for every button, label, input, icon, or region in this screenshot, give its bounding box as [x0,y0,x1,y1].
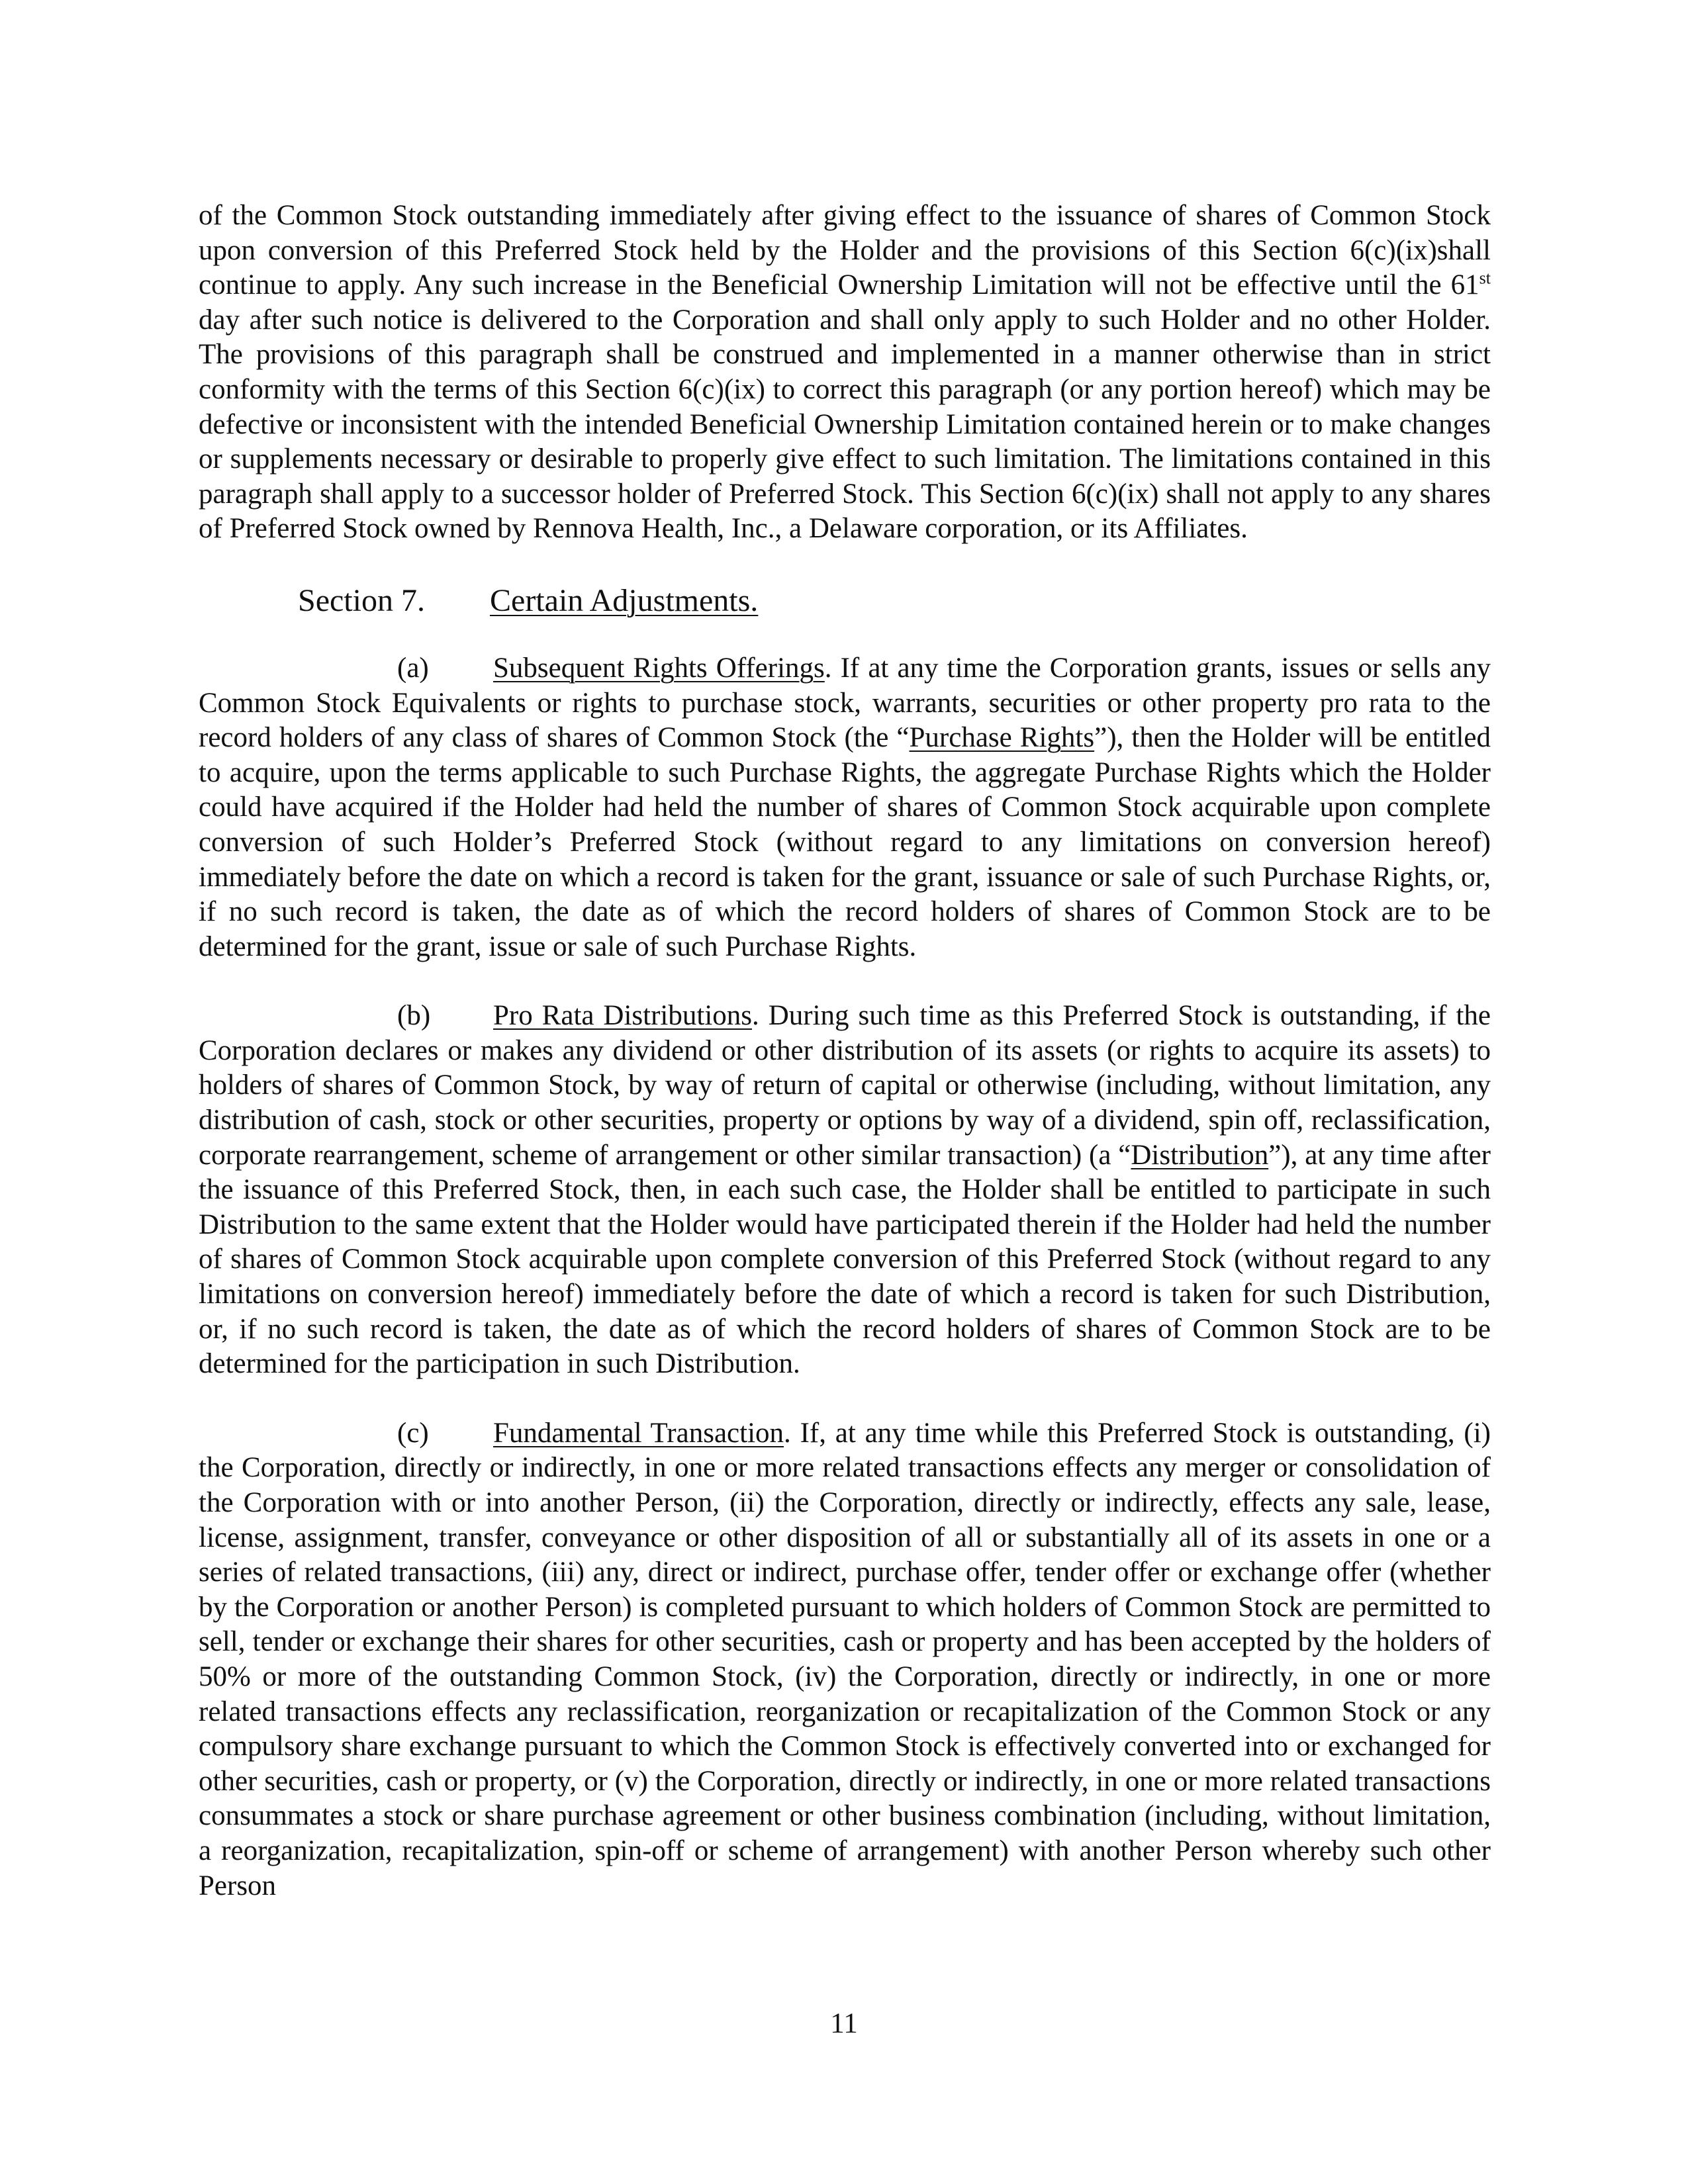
paragraph-text: day after such notice is delivered to the Corporation and shall only apply to such Holder and no other Holder. The provisions of this paragraph shall be construed and implemented in a manner otherwise than in strict conformity with the terms of this Section 6(c)(ix) to correct this paragraph (or any portion hereof) which may be defective or inconsistent with the intended Beneficial Ownership Limitation contained herein or to make changes or supplements necessary or desirable to properly give effect to such limitation. The limitations contained in this paragraph shall apply to a successor holder of Preferred Stock. This Section 6(c)(ix) shall not apply to any shares of Preferred Stock owned by Rennova Health, Inc., a Delaware corporation, or its Affiliates. [199,304,1491,545]
paragraph-b-pro-rata-distributions [199,999,1491,1382]
subsection-heading: Subsequent Rights Offerings [493,652,825,684]
paragraph-text: of the Common Stock outstanding immediately after giving effect to the issuance of shares of Common Stock upon conversion of this Preferred Stock held by the Holder and the provisions of this Section 6(c)(ix)shall continue to apply. Any such increase in the Beneficial Ownership Limitation will not be effective until the 61 [199,200,1491,301]
paragraph-c-fundamental-transaction [199,1416,1491,1903]
document-page [199,199,1491,1903]
section-7-heading [199,581,1491,621]
defined-term: Distribution [1131,1139,1269,1171]
paragraph-a-subsequent-rights [199,651,1491,964]
paragraph-text: . If at any time the Corporation grants, issues or sells any Common Stock Equivalents or rights to purchase stock, warrants, securities or other property pro rata to the record holders of any class of shares of Common Stock (the “ [199,652,1491,754]
subsection-label: (b) [397,1000,431,1032]
subsection-heading: Pro Rata Distributions [493,1000,753,1032]
defined-term: Purchase Rights [909,722,1095,754]
section-number: Section 7. [298,582,425,618]
subsection-label: (c) [397,1417,429,1449]
paragraph-text: . If, at any time while this Preferred Stock is outstanding, (i) the Corporation, directly or indirectly, in one or more related transactions effects any merger or consolidation of the Corporation with or into another Person, (ii) the Corporation, directly or indirectly, effects any sale, lease, license, assignment, transfer, conveyance or other disposition of all or substantially all of its assets in one or a series of related transactions, (iii) any, direct or indirect, purchase offer, tender offer or exchange offer (whether by the Corporation or another Person) is completed pursuant to which holders of Common Stock are permitted to sell, tender or exchange their shares for other securities, cash or property and has been accepted by the holders of 50% or more of the outstanding Common Stock, (iv) the Corporation, directly or indirectly, in one or more related transactions effects any reclassification, reorganization or recapitalization of the Common Stock or any compulsory share exchange pursuant to which the Common Stock is effectively converted into or exchanged for other securities, cash or property, or (v) the Corporation, directly or indirectly, in one or more related transactions consummates a stock or share purchase agreement or other business combination (including, without limitation, a reorganization, recapitalization, spin-off or scheme of arrangement) with another Person whereby such other Person [199,1417,1491,1901]
subsection-heading: Fundamental Transaction [493,1417,784,1449]
paragraph-text: ”), then the Holder will be entitled to acquire, upon the terms applicable to such Purchase Rights, the aggregate Purchase Rights which the Holder could have acquired if the Holder had held the number of shares of Common Stock acquirable upon complete conversion of such Holder’s Preferred Stock (without regard to any limitations on conversion hereof) immediately before the date on which a record is taken for the grant, issuance or sale of such Purchase Rights, or, if no such record is taken, the date as of which the record holders of shares of Common Stock are to be determined for the grant, issue or sale of such Purchase Rights. [199,722,1491,962]
paragraph-beneficial-ownership [199,199,1491,547]
page-number: 11 [830,2008,858,2039]
paragraph-text: . During such time as this Preferred Stock is outstanding, if the Corporation declares or makes any dividend or other distribution of its assets (or rights to acquire its assets) to holders of shares of Common Stock, by way of return of capital or otherwise (including, without limitation, any distribution of cash, stock or other securities, property or options by way of a dividend, spin off, reclassification, corporate rearrangement, scheme of arrangement or other similar transaction) (a “ [199,1000,1491,1171]
section-title: Certain Adjustments. [490,582,759,618]
paragraph-text: ”), at any time after the issuance of this Preferred Stock, then, in each such case, the Holder shall be entitled to participate in such Distribution to the same extent that the Holder would have participated therein if the Holder had held the number of shares of Common Stock acquirable upon complete conversion of this Preferred Stock (without regard to any limitations on conversion hereof) immediately before the date of which a record is taken for such Distribution, or, if no such record is taken, the date as of which the record holders of shares of Common Stock are to be determined for the participation in such Distribution. [199,1139,1491,1380]
ordinal-superscript: st [1479,268,1491,288]
subsection-label: (a) [397,652,429,684]
